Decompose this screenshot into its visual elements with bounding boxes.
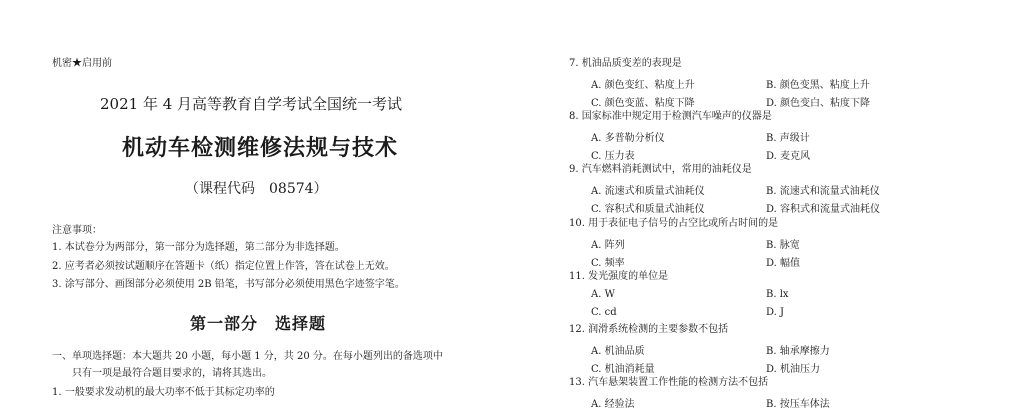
question-13-option-a: A. 经验法 bbox=[591, 399, 635, 410]
question-9-option-c: C. 容积式和质量式油耗仪 bbox=[591, 204, 705, 215]
question-10-option-c: C. 频率 bbox=[591, 258, 625, 269]
part1-instruction-cont: 只有一项是最符合题目要求的，请将其选出。 bbox=[72, 368, 272, 379]
question-9-stem: 9. 汽车燃料消耗测试中，常用的油耗仪是 bbox=[569, 164, 752, 175]
question-8-stem: 8. 国家标准中规定用于检测汽车噪声的仪器是 bbox=[569, 111, 772, 122]
question-8-option-b: B. 声级计 bbox=[766, 133, 810, 144]
question-8-option-a: A. 多普勒分析仪 bbox=[591, 133, 665, 144]
course-code: （课程代码 08574） bbox=[185, 181, 328, 197]
question-11-option-c: C. cd bbox=[591, 307, 617, 318]
question-8-option-d: D. 麦克风 bbox=[766, 151, 811, 162]
question-9-option-d: D. 容积式和流量式油耗仪 bbox=[766, 204, 881, 215]
question-8-option-c: C. 压力表 bbox=[591, 151, 635, 162]
question-7-option-d: D. 颜色变白、粘度下降 bbox=[766, 98, 871, 109]
question-12-stem: 12. 润滑系统检测的主要参数不包括 bbox=[569, 324, 729, 335]
notice-item: 3. 涂写部分、画图部分必须使用 2B 铅笔，书写部分必须使用黑色字迹签字笔。 bbox=[52, 279, 405, 290]
question-10-option-b: B. 脉宽 bbox=[766, 240, 800, 251]
question-12-option-a: A. 机油品质 bbox=[591, 346, 645, 357]
part1-instruction: 一、单项选择题：本大题共 20 小题，每小题 1 分，共 20 分。在每小题列出的备选项中 bbox=[52, 351, 443, 362]
confidential-label: 机密★启用前 bbox=[52, 58, 112, 69]
question-12-option-b: B. 轴承摩擦力 bbox=[766, 346, 830, 357]
subject-title: 机动车检测维修法规与技术 bbox=[122, 135, 399, 161]
question-11-option-a: A. W bbox=[591, 289, 615, 300]
question-10-option-d: D. 幅值 bbox=[766, 258, 801, 269]
question-10-stem: 10. 用于表征电子信号的占空比或所占时间的是 bbox=[569, 218, 779, 229]
question-7-option-b: B. 颜色变黑、粘度上升 bbox=[766, 80, 870, 91]
question-9-option-b: B. 流速式和流量式油耗仪 bbox=[766, 186, 880, 197]
part1-title: 第一部分 选择题 bbox=[190, 314, 327, 333]
question-10-option-a: A. 阵列 bbox=[591, 240, 625, 251]
question-7-option-a: A. 颜色变红、粘度上升 bbox=[591, 80, 695, 91]
question-11-option-b: B. lx bbox=[766, 289, 789, 300]
question-9-option-a: A. 流速式和质量式油耗仪 bbox=[591, 186, 705, 197]
notice-item: 2. 应考者必须按试题顺序在答题卡（纸）指定位置上作答，答在试卷上无效。 bbox=[52, 261, 395, 272]
exam-title: 2021 年 4 月高等教育自学考试全国统一考试 bbox=[100, 95, 403, 113]
question-12-option-d: D. 机油压力 bbox=[766, 364, 821, 375]
notice-item: 1. 本试卷分为两部分，第一部分为选择题，第二部分为非选择题。 bbox=[52, 242, 345, 253]
question-13-option-b: B. 按压车体法 bbox=[766, 399, 830, 410]
question-11-option-d: D. J bbox=[766, 307, 785, 318]
question-13-stem: 13. 汽车悬架装置工作性能的检测方法不包括 bbox=[569, 377, 769, 388]
question-7-option-c: C. 颜色变蓝、粘度下降 bbox=[591, 98, 695, 109]
question-12-option-c: C. 机油消耗量 bbox=[591, 364, 655, 375]
question-1-stem: 1. 一般要求发动机的最大功率不低于其标定功率的 bbox=[52, 387, 275, 398]
question-11-stem: 11. 发光强度的单位是 bbox=[569, 271, 669, 282]
question-7-stem: 7. 机油品质变差的表现是 bbox=[569, 58, 682, 69]
notice-title: 注意事项： bbox=[52, 225, 102, 236]
